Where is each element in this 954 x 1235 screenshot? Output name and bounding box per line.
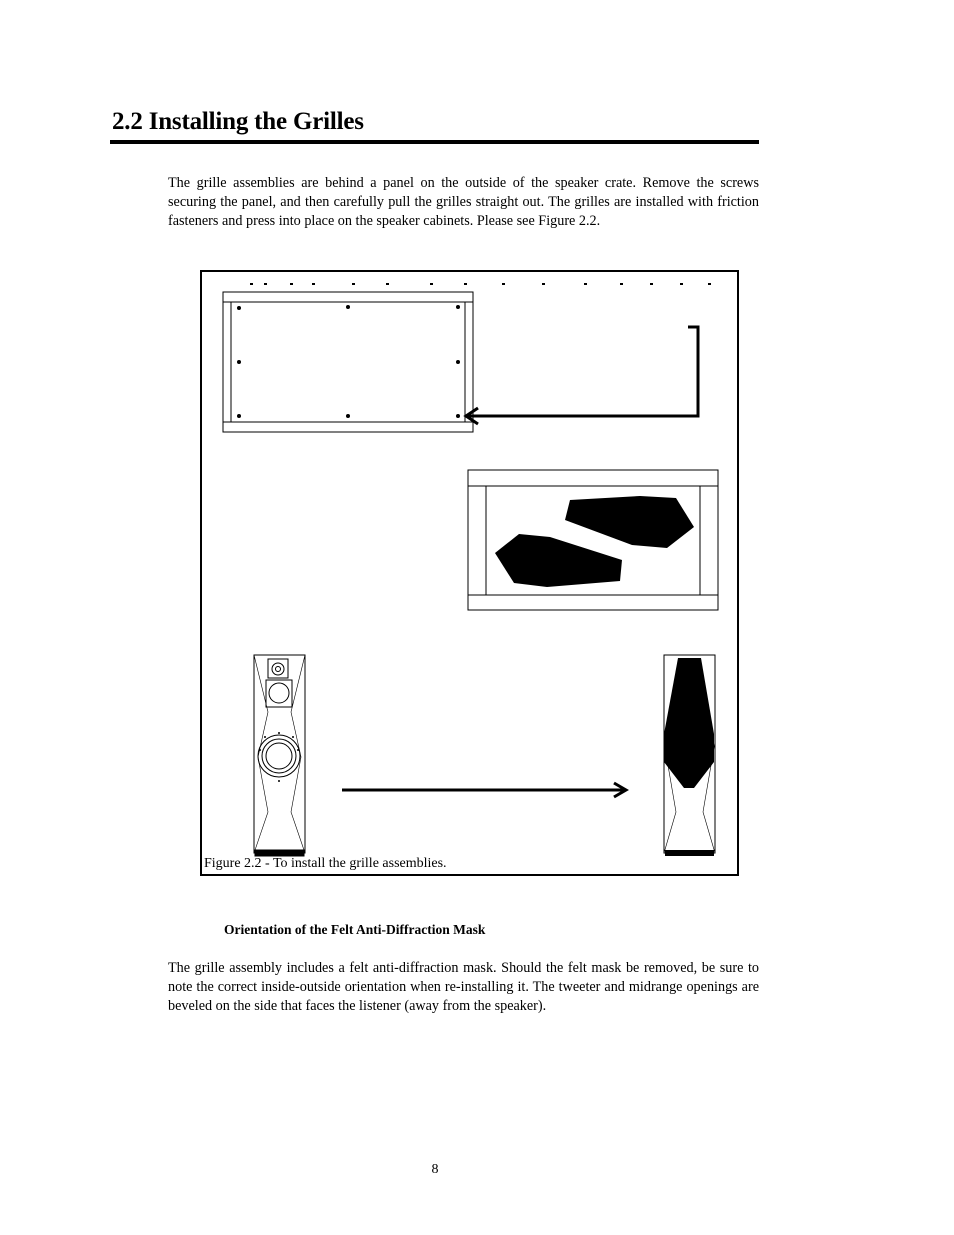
page-number: 8 <box>431 1162 439 1177</box>
subsection-paragraph: The grille assembly includes a felt anti-diffraction mask. Should the felt mask be removed, be sure to note the correct inside-outside orientation when re-installing it. The tweeter and midrange openings are beveled on the side that faces the listener (away from the speaker). <box>168 960 759 1014</box>
figure-illustration <box>202 272 737 874</box>
grille-mask-on-speaker <box>664 658 714 788</box>
figure-2-2 <box>200 270 739 876</box>
speaker-with-grille <box>664 655 715 856</box>
intro-paragraph: The grille assemblies are behind a panel on the outside of the speaker crate. Remove the screws securing the panel, and then carefully pull the grilles straight out. The grilles are installed with friction fasteners and press into place on the speaker cabinets. Please see Figure 2.2. <box>168 175 759 229</box>
felt-mask-shape-lower <box>495 534 622 587</box>
panel-screws <box>237 305 460 418</box>
speaker-front <box>254 655 305 856</box>
grille-assembly <box>468 470 718 610</box>
install-arrow <box>342 783 626 797</box>
subsection-heading: Orientation of the Felt Anti-Diffraction Mask <box>224 922 486 937</box>
section-heading: 2.2 Installing the Grilles <box>112 108 364 135</box>
panel-arrow <box>466 327 698 424</box>
heading-rule <box>110 140 759 144</box>
crate-panel <box>223 292 473 432</box>
clipped-figure-text <box>250 283 711 285</box>
felt-mask-shape-upper <box>565 496 694 548</box>
figure-caption: Figure 2.2 - To install the grille assemblies. <box>204 856 447 871</box>
